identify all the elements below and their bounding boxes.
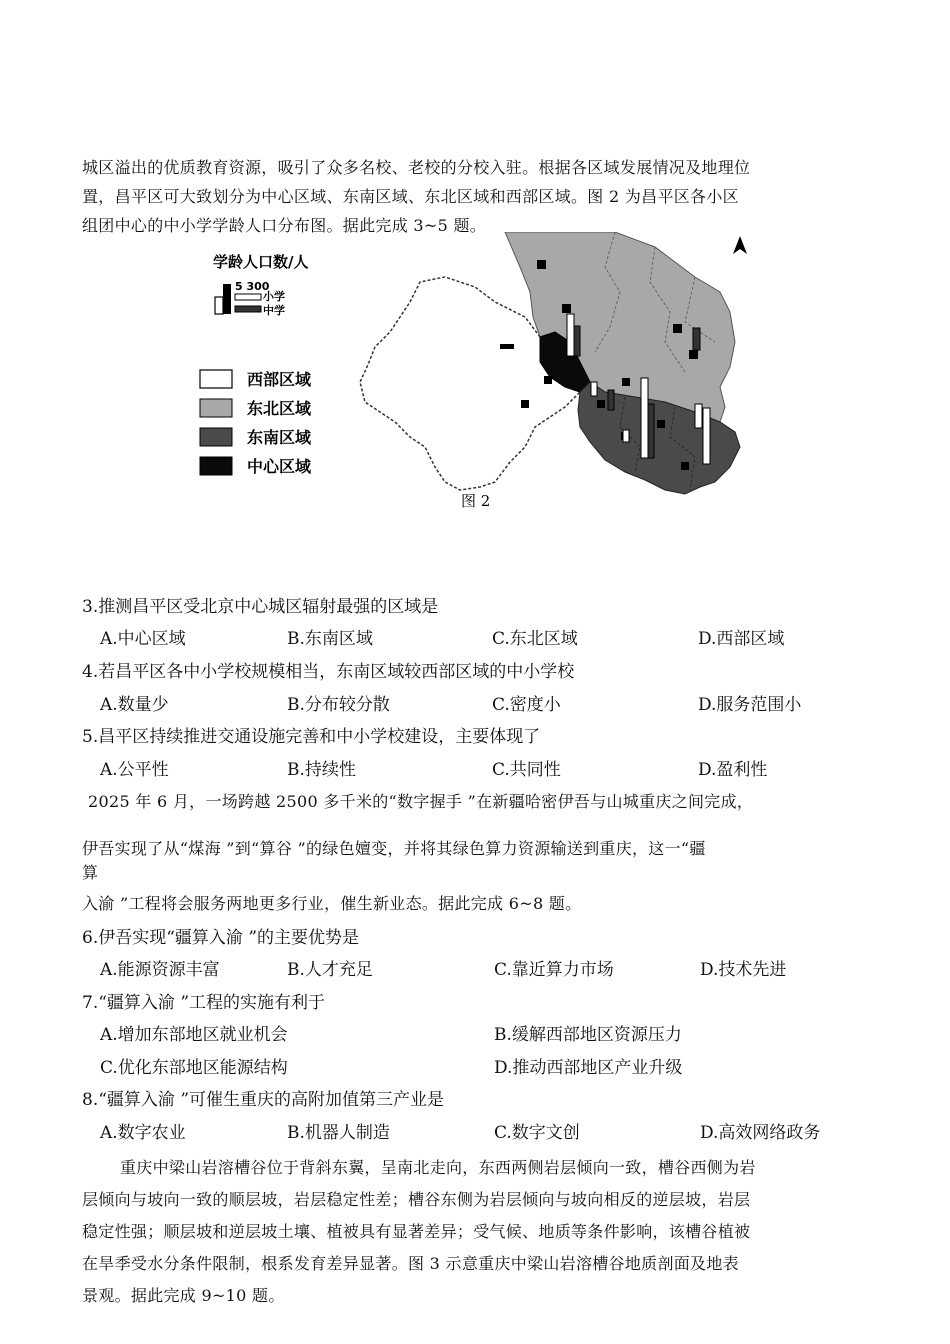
legend-scale-bar (223, 284, 231, 314)
map-center-marker (521, 400, 529, 408)
question-3-option-c[interactable]: C.东北区域 (492, 629, 578, 649)
figure-caption: 图 2 (461, 492, 491, 510)
passage2-line-3: 算 (82, 863, 99, 882)
population-bar-primary (567, 314, 574, 356)
population-bar-primary (623, 430, 629, 442)
population-bar-middle (648, 404, 654, 458)
question-6-stem: 6.伊吾实现“疆算入渝 ”的主要优势是 (82, 928, 360, 948)
legend-title: 学龄人口数/人 (213, 253, 309, 271)
map-center-marker (689, 350, 698, 359)
map-center-marker (544, 376, 552, 384)
legend-label-west: 西部区域 (247, 370, 312, 389)
question-5-option-b[interactable]: B.持续性 (287, 760, 356, 780)
question-7-option-a[interactable]: A.增加东部地区就业机会 (100, 1025, 288, 1045)
question-4-stem: 4.若昌平区各中小学校规模相当，东南区域较西部区域的中小学校 (82, 662, 575, 682)
legend-scale-value: 5 300 (235, 280, 270, 293)
passage2-line-2: 伊吾实现了从“煤海 ”到“算谷 ”的绿色嬗变，并将其绿色算力资源输送到重庆，这一“疆 (82, 839, 706, 858)
question-5-stem: 5.昌平区持续推进交通设施完善和中小学校建设，主要体现了 (82, 727, 541, 747)
question-3-option-a[interactable]: A.中心区域 (100, 629, 186, 649)
legend-swatch-center (200, 457, 232, 475)
question-8-option-d[interactable]: D.高效网络政务 (700, 1123, 821, 1143)
question-4-option-d[interactable]: D.服务范围小 (698, 695, 802, 715)
map-center-marker (537, 260, 546, 269)
passage2-line-1: 2025 年 6 月，一场跨越 2500 多千米的“数字握手 ”在新疆哈密伊吾与山城重庆之间完成， (88, 792, 754, 811)
question-7-option-c[interactable]: C.优化东部地区能源结构 (100, 1058, 288, 1078)
population-bar-primary (695, 404, 702, 428)
question-6-option-b[interactable]: B.人才充足 (287, 960, 373, 980)
legend-swatch-southeast (200, 428, 232, 446)
map-center-marker (500, 344, 514, 349)
map-center-marker (622, 378, 630, 386)
question-4-option-c[interactable]: C.密度小 (492, 695, 561, 715)
question-3-option-d[interactable]: D.西部区域 (698, 629, 785, 649)
intro-line-3: 组团中心的中小学学龄人口分布图。据此完成 3~5 题。 (82, 216, 487, 235)
legend-primary-label: 小学 (263, 290, 285, 303)
question-8-option-c[interactable]: C.数字文创 (494, 1123, 580, 1143)
passage2-line-4: 入渝 ”工程将会服务两地更多行业，催生新业态。据此完成 6~8 题。 (82, 894, 582, 913)
question-3-stem: 3.推测昌平区受北京中心城区辐射最强的区域是 (82, 597, 439, 617)
question-5-option-c[interactable]: C.共同性 (492, 760, 561, 780)
legend-swatch-northeast (200, 399, 232, 417)
map-center-marker (673, 324, 682, 333)
legend-primary-swatch (235, 294, 261, 300)
question-5-option-d[interactable]: D.盈利性 (698, 760, 768, 780)
legend-middle-swatch (235, 306, 261, 312)
legend-scale-bar (215, 297, 223, 314)
question-8-option-a[interactable]: A.数字农业 (100, 1123, 186, 1143)
question-4-option-a[interactable]: A.数量少 (100, 695, 169, 715)
question-3-option-b[interactable]: B.东南区域 (287, 629, 373, 649)
question-6-option-a[interactable]: A.能源资源丰富 (100, 960, 220, 980)
question-8-option-b[interactable]: B.机器人制造 (287, 1123, 390, 1143)
legend-label-northeast: 东北区域 (247, 399, 312, 418)
map-center-marker (681, 462, 689, 470)
passage3-line-1: 重庆中梁山岩溶槽谷位于背斜东翼，呈南北走向，东西两侧岩层倾向一致，槽谷西侧为岩 (120, 1158, 756, 1177)
legend-middle-label: 中学 (263, 304, 285, 317)
question-7-option-d[interactable]: D.推动西部地区产业升级 (494, 1058, 683, 1078)
population-bar-middle (608, 390, 614, 410)
passage3-line-5: 景观。据此完成 9~10 题。 (82, 1286, 285, 1305)
question-4-option-b[interactable]: B.分布较分散 (287, 695, 390, 715)
question-7-option-b[interactable]: B.缓解西部地区资源压力 (494, 1025, 682, 1045)
legend-label-southeast: 东南区域 (247, 428, 312, 447)
population-bar-middle (693, 328, 700, 350)
passage3-line-3: 稳定性强；顺层坡和逆层坡土壤、植被具有显著差异；受气候、地质等条件影响，该槽谷植被 (82, 1222, 751, 1241)
population-bar-primary (591, 382, 597, 396)
map-center-marker (562, 304, 571, 313)
changping-map-figure (195, 232, 755, 522)
passage3-line-4: 在旱季受水分条件限制，根系发育差异显著。图 3 示意重庆中梁山岩溶槽谷地质剖面及地表 (82, 1254, 739, 1273)
intro-line-1: 城区溢出的优质教育资源，吸引了众多名校、老校的分校入驻。根据各区域发展情况及地理位 (82, 158, 751, 177)
question-5-option-a[interactable]: A.公平性 (100, 760, 169, 780)
legend-label-center: 中心区域 (247, 457, 312, 476)
question-7-stem: 7.“疆算入渝 ”工程的实施有利于 (82, 993, 326, 1013)
population-bar-middle (574, 326, 580, 356)
question-8-stem: 8.“疆算入渝 ”可催生重庆的高附加值第三产业是 (82, 1090, 445, 1110)
population-bar-primary (641, 378, 648, 458)
map-center-marker (597, 400, 605, 408)
passage3-line-2: 层倾向与坡向一致的顺层坡，岩层稳定性差；槽谷东侧为岩层倾向与坡向相反的逆层坡，岩层 (82, 1190, 751, 1209)
intro-line-2: 置，昌平区可大致划分为中心区域、东南区域、东北区域和西部区域。图 2 为昌平区各小区 (82, 187, 739, 206)
north-arrow-icon (733, 236, 747, 254)
question-6-option-c[interactable]: C.靠近算力市场 (494, 960, 614, 980)
legend-swatch-west (200, 370, 232, 388)
map-center-marker (657, 420, 665, 428)
population-bar-primary (703, 408, 710, 464)
question-6-option-d[interactable]: D.技术先进 (700, 960, 787, 980)
